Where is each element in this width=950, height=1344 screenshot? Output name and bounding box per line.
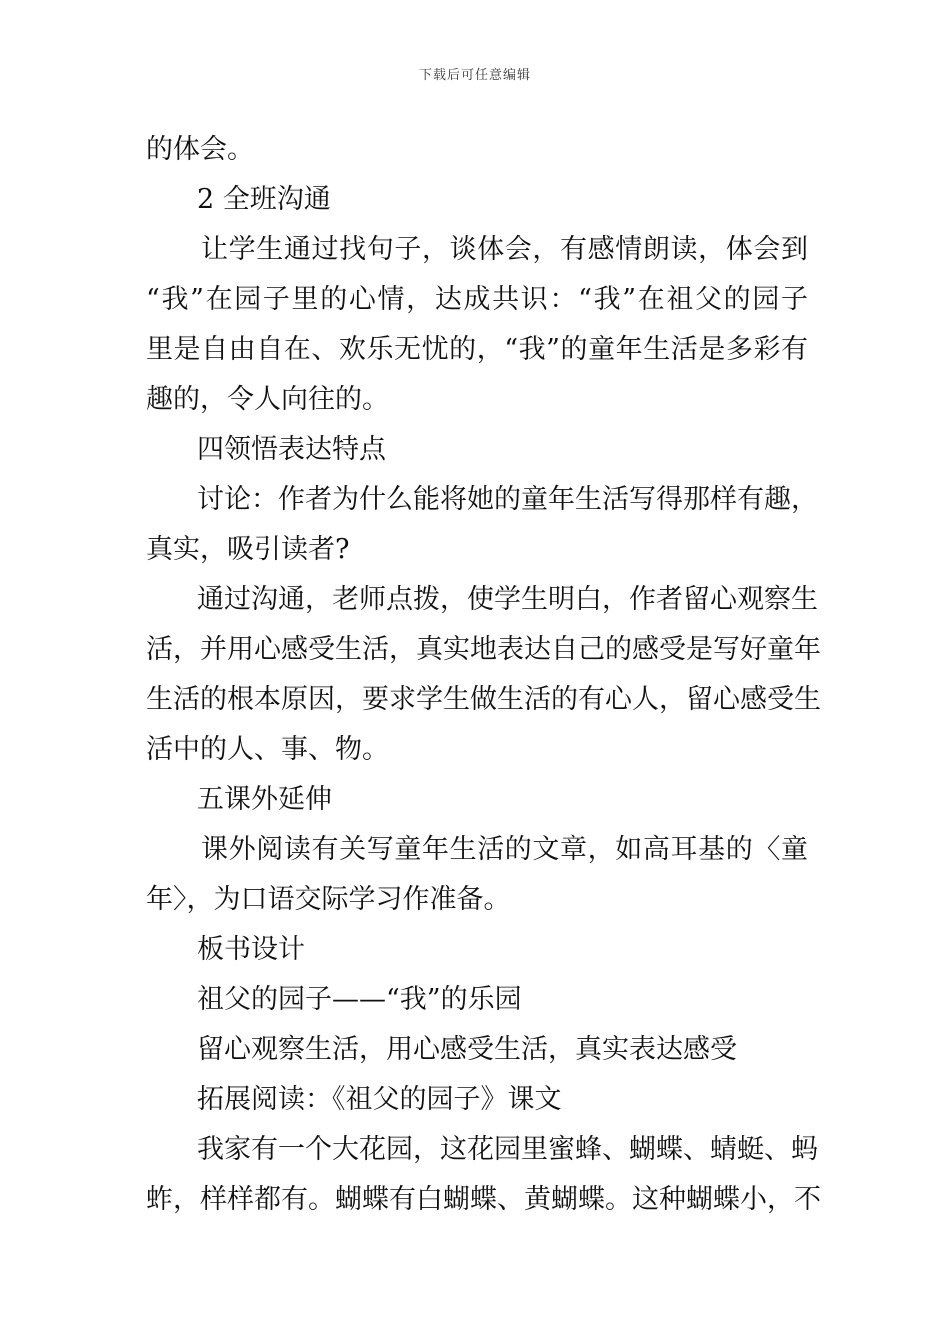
section-heading: 四领悟表达特点	[197, 434, 386, 465]
text-line: 蚱，样样都有。蝴蝶有白蝴蝶、黄蝴蝶。这种蝴蝶小，不	[146, 1184, 821, 1215]
text-line: 留心观察生活，用心感受生活，真实表达感受	[197, 1034, 737, 1065]
section-heading: 五课外延伸	[197, 784, 332, 815]
text-line: 通过沟通，老师点拨，使学生明白，作者留心观察生	[197, 584, 818, 615]
text-line: “我”在园子里的心情，达成共识：“我”在祖父的园子	[146, 284, 808, 315]
text-line: 的体会。	[146, 134, 254, 165]
text-line: 我家有一个大花园，这花园里蜜蜂、蝴蝶、蜻蜓、蚂	[197, 1134, 818, 1165]
section-heading: 板书设计	[197, 934, 305, 965]
text-line: 趣的，令人向往的。	[146, 384, 389, 415]
text-line: 真实，吸引读者?	[146, 534, 350, 565]
text-line: 活中的人、事、物。	[146, 734, 389, 765]
page-header: 下载后可任意编辑	[418, 68, 531, 83]
text-line: 让学生通过找句子，谈体会，有感情朗读，体会到	[201, 234, 808, 265]
text-line: 年〉，为口语交际学习作准备。	[146, 884, 511, 915]
text-line: 活，并用心感受生活，真实地表达自己的感受是写好童年	[146, 634, 821, 665]
text-line: 讨论：作者为什么能将她的童年生活写得那样有趣，	[197, 484, 818, 515]
text-line: 祖父的园子——“我”的乐园	[197, 984, 522, 1015]
text-line: 拓展阅读：《祖父的园子》课文	[197, 1084, 562, 1115]
text-line: 里是自由自在、欢乐无忧的，“我”的童年生活是多彩有	[146, 334, 808, 365]
text-line: 生活的根本原因，要求学生做生活的有心人，留心感受生	[146, 684, 821, 715]
text-line: 课外阅读有关写童年生活的文章，如高耳基的〈童	[201, 834, 808, 865]
section-heading: 2 全班沟通	[197, 184, 331, 215]
document-body	[146, 130, 821, 1230]
